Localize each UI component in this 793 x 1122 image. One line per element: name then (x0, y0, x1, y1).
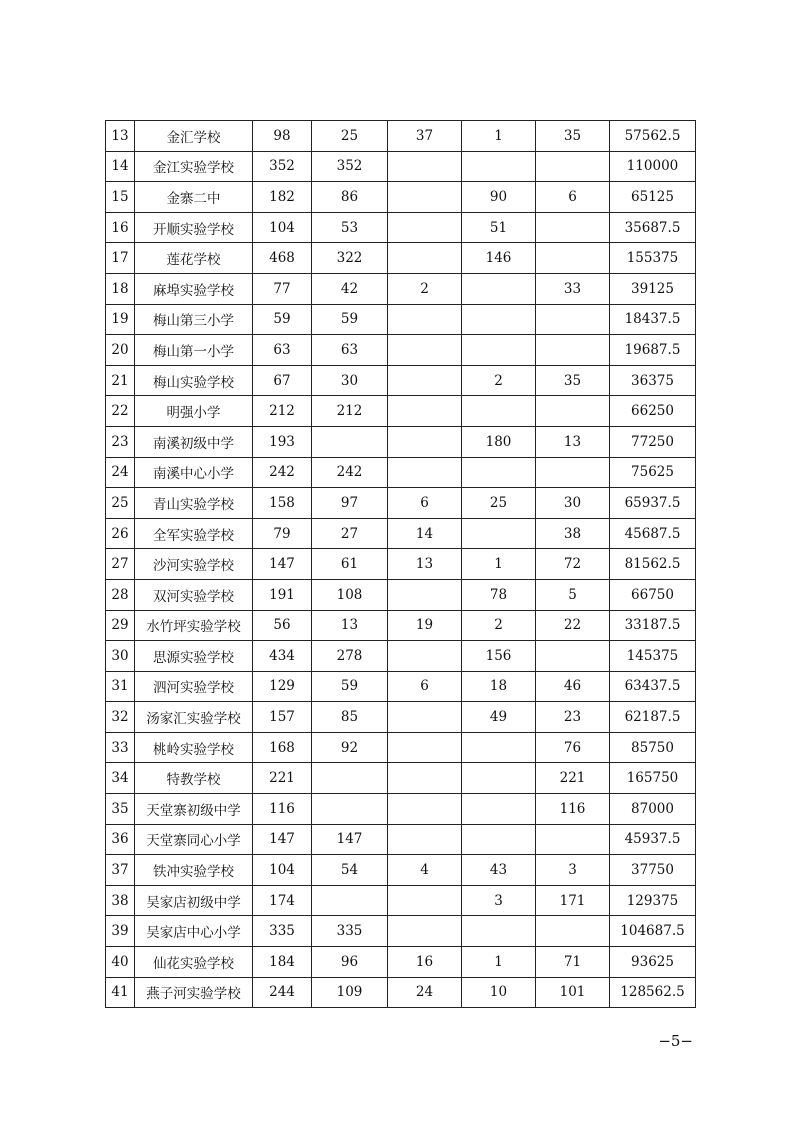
col-b-cell (388, 885, 462, 916)
amount-cell: 45937.5 (610, 824, 696, 855)
col-d-cell (536, 457, 610, 488)
table-row (106, 763, 696, 794)
school-name-cell: 吴家店中心小学 (135, 916, 253, 947)
col-c-cell (462, 518, 536, 549)
col-b-cell (388, 304, 462, 335)
row-index-cell: 20 (106, 335, 135, 366)
amount-cell: 35687.5 (610, 212, 696, 243)
amount-cell: 66250 (610, 396, 696, 427)
school-name-cell: 铁冲实验学校 (135, 855, 253, 886)
col-c-cell: 25 (462, 488, 536, 519)
row-index-cell: 16 (106, 212, 135, 243)
total-cell: 335 (253, 916, 312, 947)
table-row (106, 273, 696, 304)
col-a-cell: 25 (312, 121, 388, 152)
col-c-cell (462, 794, 536, 825)
row-index-cell: 33 (106, 732, 135, 763)
col-d-cell: 35 (536, 121, 610, 152)
col-d-cell: 71 (536, 947, 610, 978)
col-b-cell (388, 702, 462, 733)
amount-cell: 63437.5 (610, 671, 696, 702)
col-a-cell: 335 (312, 916, 388, 947)
col-a-cell: 109 (312, 977, 388, 1008)
total-cell: 129 (253, 671, 312, 702)
school-name-cell: 仙花实验学校 (135, 947, 253, 978)
total-cell: 157 (253, 702, 312, 733)
row-index-cell: 15 (106, 182, 135, 213)
col-a-cell (312, 885, 388, 916)
col-b-cell (388, 212, 462, 243)
amount-cell: 85750 (610, 732, 696, 763)
col-c-cell: 90 (462, 182, 536, 213)
col-c-cell: 78 (462, 579, 536, 610)
row-index-cell: 24 (106, 457, 135, 488)
school-name-cell: 特教学校 (135, 763, 253, 794)
col-c-cell: 2 (462, 610, 536, 641)
total-cell: 244 (253, 977, 312, 1008)
table-row (106, 335, 696, 366)
school-name-cell: 南溪中心小学 (135, 457, 253, 488)
amount-cell: 65937.5 (610, 488, 696, 519)
col-b-cell (388, 763, 462, 794)
data-table-container (105, 120, 696, 1008)
col-c-cell: 51 (462, 212, 536, 243)
col-c-cell: 18 (462, 671, 536, 702)
col-b-cell (388, 182, 462, 213)
col-a-cell: 322 (312, 243, 388, 274)
col-a-cell: 30 (312, 365, 388, 396)
table-row (106, 824, 696, 855)
amount-cell: 93625 (610, 947, 696, 978)
row-index-cell: 19 (106, 304, 135, 335)
page-number: −5− (658, 1032, 693, 1050)
school-name-cell: 梅山实验学校 (135, 365, 253, 396)
table-row (106, 702, 696, 733)
row-index-cell: 40 (106, 947, 135, 978)
col-d-cell (536, 641, 610, 672)
col-d-cell: 116 (536, 794, 610, 825)
col-b-cell: 6 (388, 488, 462, 519)
school-name-cell: 双河实验学校 (135, 579, 253, 610)
col-d-cell: 38 (536, 518, 610, 549)
col-b-cell: 6 (388, 671, 462, 702)
row-index-cell: 22 (106, 396, 135, 427)
school-name-cell: 青山实验学校 (135, 488, 253, 519)
school-name-cell: 金寨二中 (135, 182, 253, 213)
col-b-cell (388, 243, 462, 274)
col-b-cell: 16 (388, 947, 462, 978)
school-name-cell: 全军实验学校 (135, 518, 253, 549)
col-d-cell: 76 (536, 732, 610, 763)
row-index-cell: 28 (106, 579, 135, 610)
data-table (105, 120, 696, 1008)
col-b-cell (388, 151, 462, 182)
col-a-cell: 242 (312, 457, 388, 488)
col-d-cell (536, 335, 610, 366)
table-row (106, 916, 696, 947)
col-a-cell: 59 (312, 671, 388, 702)
col-c-cell (462, 457, 536, 488)
col-d-cell (536, 243, 610, 274)
col-a-cell (312, 794, 388, 825)
total-cell: 174 (253, 885, 312, 916)
col-c-cell (462, 396, 536, 427)
total-cell: 98 (253, 121, 312, 152)
table-row (106, 518, 696, 549)
col-a-cell: 53 (312, 212, 388, 243)
col-c-cell (462, 304, 536, 335)
col-d-cell: 171 (536, 885, 610, 916)
row-index-cell: 32 (106, 702, 135, 733)
col-b-cell (388, 396, 462, 427)
total-cell: 56 (253, 610, 312, 641)
total-cell: 193 (253, 426, 312, 457)
school-name-cell: 燕子河实验学校 (135, 977, 253, 1008)
col-d-cell: 221 (536, 763, 610, 794)
school-name-cell: 金江实验学校 (135, 151, 253, 182)
amount-cell: 128562.5 (610, 977, 696, 1008)
total-cell: 147 (253, 549, 312, 580)
col-b-cell (388, 335, 462, 366)
col-c-cell (462, 763, 536, 794)
school-name-cell: 南溪初级中学 (135, 426, 253, 457)
amount-cell: 36375 (610, 365, 696, 396)
amount-cell: 62187.5 (610, 702, 696, 733)
col-a-cell: 27 (312, 518, 388, 549)
amount-cell: 39125 (610, 273, 696, 304)
col-d-cell (536, 304, 610, 335)
row-index-cell: 29 (106, 610, 135, 641)
row-index-cell: 35 (106, 794, 135, 825)
row-index-cell: 13 (106, 121, 135, 152)
col-d-cell (536, 396, 610, 427)
col-c-cell: 156 (462, 641, 536, 672)
row-index-cell: 37 (106, 855, 135, 886)
col-c-cell: 1 (462, 947, 536, 978)
school-name-cell: 泗河实验学校 (135, 671, 253, 702)
col-b-cell: 37 (388, 121, 462, 152)
school-name-cell: 汤家汇实验学校 (135, 702, 253, 733)
total-cell: 352 (253, 151, 312, 182)
col-c-cell: 43 (462, 855, 536, 886)
col-d-cell: 30 (536, 488, 610, 519)
amount-cell: 104687.5 (610, 916, 696, 947)
row-index-cell: 36 (106, 824, 135, 855)
school-name-cell: 桃岭实验学校 (135, 732, 253, 763)
col-c-cell (462, 273, 536, 304)
amount-cell: 75625 (610, 457, 696, 488)
school-name-cell: 麻埠实验学校 (135, 273, 253, 304)
total-cell: 434 (253, 641, 312, 672)
total-cell: 59 (253, 304, 312, 335)
col-a-cell: 278 (312, 641, 388, 672)
table-row (106, 121, 696, 152)
total-cell: 67 (253, 365, 312, 396)
school-name-cell: 水竹坪实验学校 (135, 610, 253, 641)
row-index-cell: 30 (106, 641, 135, 672)
col-a-cell: 85 (312, 702, 388, 733)
school-name-cell: 金汇学校 (135, 121, 253, 152)
col-c-cell (462, 732, 536, 763)
row-index-cell: 21 (106, 365, 135, 396)
col-b-cell (388, 794, 462, 825)
school-name-cell: 梅山第三小学 (135, 304, 253, 335)
row-index-cell: 41 (106, 977, 135, 1008)
col-d-cell (536, 212, 610, 243)
col-d-cell (536, 151, 610, 182)
table-row (106, 732, 696, 763)
amount-cell: 66750 (610, 579, 696, 610)
school-name-cell: 思源实验学校 (135, 641, 253, 672)
table-row (106, 426, 696, 457)
amount-cell: 57562.5 (610, 121, 696, 152)
col-d-cell: 33 (536, 273, 610, 304)
row-index-cell: 14 (106, 151, 135, 182)
row-index-cell: 26 (106, 518, 135, 549)
col-b-cell (388, 457, 462, 488)
row-index-cell: 25 (106, 488, 135, 519)
row-index-cell: 39 (106, 916, 135, 947)
col-d-cell: 35 (536, 365, 610, 396)
col-d-cell: 5 (536, 579, 610, 610)
table-row (106, 151, 696, 182)
col-b-cell (388, 732, 462, 763)
col-c-cell (462, 335, 536, 366)
amount-cell: 18437.5 (610, 304, 696, 335)
table-row (106, 488, 696, 519)
col-d-cell: 23 (536, 702, 610, 733)
total-cell: 468 (253, 243, 312, 274)
col-c-cell (462, 824, 536, 855)
col-c-cell (462, 916, 536, 947)
col-c-cell: 180 (462, 426, 536, 457)
col-a-cell: 59 (312, 304, 388, 335)
total-cell: 104 (253, 855, 312, 886)
col-c-cell: 49 (462, 702, 536, 733)
total-cell: 147 (253, 824, 312, 855)
amount-cell: 81562.5 (610, 549, 696, 580)
table-row (106, 365, 696, 396)
col-b-cell: 14 (388, 518, 462, 549)
table-row (106, 610, 696, 641)
school-name-cell: 梅山第一小学 (135, 335, 253, 366)
row-index-cell: 17 (106, 243, 135, 274)
amount-cell: 165750 (610, 763, 696, 794)
col-d-cell: 72 (536, 549, 610, 580)
col-d-cell: 22 (536, 610, 610, 641)
col-b-cell: 19 (388, 610, 462, 641)
total-cell: 158 (253, 488, 312, 519)
table-row (106, 304, 696, 335)
row-index-cell: 31 (106, 671, 135, 702)
school-name-cell: 明强小学 (135, 396, 253, 427)
total-cell: 79 (253, 518, 312, 549)
total-cell: 77 (253, 273, 312, 304)
amount-cell: 87000 (610, 794, 696, 825)
row-index-cell: 27 (106, 549, 135, 580)
table-row (106, 182, 696, 213)
table-row (106, 243, 696, 274)
row-index-cell: 38 (106, 885, 135, 916)
amount-cell: 155375 (610, 243, 696, 274)
col-a-cell: 42 (312, 273, 388, 304)
col-c-cell: 146 (462, 243, 536, 274)
table-row (106, 977, 696, 1008)
col-a-cell: 13 (312, 610, 388, 641)
table-row (106, 212, 696, 243)
col-c-cell: 2 (462, 365, 536, 396)
table-row (106, 579, 696, 610)
school-name-cell: 沙河实验学校 (135, 549, 253, 580)
table-row (106, 947, 696, 978)
col-b-cell (388, 824, 462, 855)
amount-cell: 65125 (610, 182, 696, 213)
col-c-cell: 1 (462, 121, 536, 152)
col-a-cell: 108 (312, 579, 388, 610)
amount-cell: 45687.5 (610, 518, 696, 549)
table-row (106, 457, 696, 488)
row-index-cell: 23 (106, 426, 135, 457)
amount-cell: 129375 (610, 885, 696, 916)
col-c-cell: 3 (462, 885, 536, 916)
total-cell: 104 (253, 212, 312, 243)
col-a-cell: 92 (312, 732, 388, 763)
col-b-cell (388, 365, 462, 396)
amount-cell: 145375 (610, 641, 696, 672)
col-a-cell: 63 (312, 335, 388, 366)
col-a-cell: 96 (312, 947, 388, 978)
col-a-cell: 97 (312, 488, 388, 519)
school-name-cell: 莲花学校 (135, 243, 253, 274)
col-b-cell (388, 579, 462, 610)
amount-cell: 37750 (610, 855, 696, 886)
col-b-cell: 13 (388, 549, 462, 580)
total-cell: 212 (253, 396, 312, 427)
col-d-cell: 101 (536, 977, 610, 1008)
col-d-cell: 46 (536, 671, 610, 702)
total-cell: 63 (253, 335, 312, 366)
col-a-cell (312, 426, 388, 457)
col-a-cell: 352 (312, 151, 388, 182)
col-c-cell: 1 (462, 549, 536, 580)
col-b-cell: 2 (388, 273, 462, 304)
col-d-cell (536, 824, 610, 855)
table-row (106, 671, 696, 702)
table-row (106, 885, 696, 916)
total-cell: 184 (253, 947, 312, 978)
col-d-cell: 13 (536, 426, 610, 457)
col-a-cell: 212 (312, 396, 388, 427)
table-row (106, 855, 696, 886)
col-a-cell: 54 (312, 855, 388, 886)
col-b-cell (388, 916, 462, 947)
school-name-cell: 天堂寨同心小学 (135, 824, 253, 855)
total-cell: 191 (253, 579, 312, 610)
col-c-cell: 10 (462, 977, 536, 1008)
col-a-cell (312, 763, 388, 794)
total-cell: 116 (253, 794, 312, 825)
col-d-cell: 6 (536, 182, 610, 213)
table-row (106, 641, 696, 672)
col-b-cell: 4 (388, 855, 462, 886)
col-a-cell: 61 (312, 549, 388, 580)
school-name-cell: 天堂寨初级中学 (135, 794, 253, 825)
col-a-cell: 147 (312, 824, 388, 855)
amount-cell: 110000 (610, 151, 696, 182)
total-cell: 221 (253, 763, 312, 794)
col-b-cell: 24 (388, 977, 462, 1008)
table-body (106, 121, 696, 1008)
col-d-cell: 3 (536, 855, 610, 886)
amount-cell: 77250 (610, 426, 696, 457)
table-row (106, 396, 696, 427)
school-name-cell: 吴家店初级中学 (135, 885, 253, 916)
amount-cell: 33187.5 (610, 610, 696, 641)
col-c-cell (462, 151, 536, 182)
col-d-cell (536, 916, 610, 947)
row-index-cell: 18 (106, 273, 135, 304)
table-row (106, 549, 696, 580)
row-index-cell: 34 (106, 763, 135, 794)
table-row (106, 794, 696, 825)
total-cell: 182 (253, 182, 312, 213)
school-name-cell: 开顺实验学校 (135, 212, 253, 243)
total-cell: 168 (253, 732, 312, 763)
total-cell: 242 (253, 457, 312, 488)
col-b-cell (388, 426, 462, 457)
amount-cell: 19687.5 (610, 335, 696, 366)
col-b-cell (388, 641, 462, 672)
col-a-cell: 86 (312, 182, 388, 213)
